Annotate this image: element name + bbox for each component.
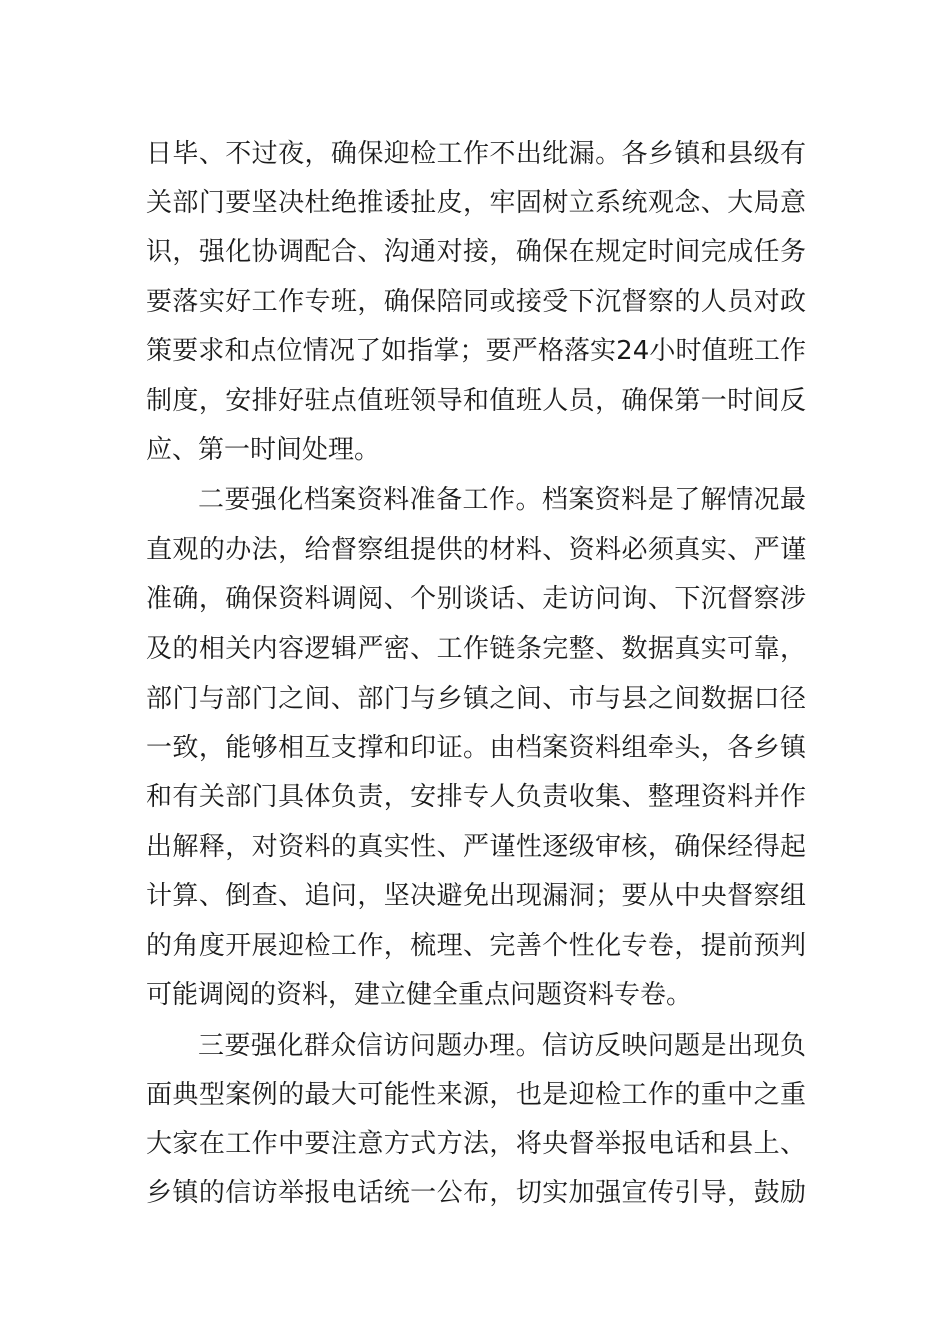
text-line: 直观的办法，给督察组提供的材料、资料必须真实、严谨 [146, 535, 806, 565]
text-line: 和有关部门具体负责，安排专人负责收集、整理资料并作 [146, 782, 806, 812]
text-line: 计算、倒查、追问，坚决避免出现漏洞；要从中央督察组 [146, 881, 806, 911]
text-line: 部门与部门之间、部门与乡镇之间、市与县之间数据口径 [146, 684, 806, 714]
text-line: 关部门要坚决杜绝推诿扯皮，牢固树立系统观念、大局意 [146, 188, 806, 218]
text-line: 策要求和点位情况了如指掌；要严格落实24小时值班工作 [146, 336, 806, 366]
text-line: 制度，安排好驻点值班领导和值班人员，确保第一时间反 [146, 386, 806, 416]
text-line: 应、第一时间处理。 [146, 435, 381, 465]
text-line: 大家在工作中要注意方式方法，将央督举报电话和县上、 [146, 1129, 806, 1159]
text-line: 要落实好工作专班，确保陪同或接受下沉督察的人员对政 [146, 287, 806, 317]
text-line: 识，强化协调配合、沟通对接，确保在规定时间完成任务 [146, 237, 806, 267]
text-line: 面典型案例的最大可能性来源，也是迎检工作的重中之重 [146, 1080, 806, 1110]
paragraph-first-line: 二要强化档案资料准备工作。档案资料是了解情况最 [198, 485, 806, 515]
text-line: 及的相关内容逻辑严密、工作链条完整、数据真实可靠， [146, 634, 806, 664]
text-line: 的角度开展迎检工作，梳理、完善个性化专卷，提前预判 [146, 931, 806, 961]
paragraph-first-line: 三要强化群众信访问题办理。信访反映问题是出现负 [198, 1031, 806, 1061]
text-line: 准确，确保资料调阅、个别谈话、走访问询、下沉督察涉 [146, 584, 806, 614]
text-line: 日毕、不过夜，确保迎检工作不出纰漏。各乡镇和县级有 [146, 139, 806, 169]
text-line: 一致，能够相互支撑和印证。由档案资料组牵头，各乡镇 [146, 733, 806, 763]
text-line: 乡镇的信访举报电话统一公布，切实加强宣传引导，鼓励 [146, 1178, 806, 1208]
text-line: 出解释，对资料的真实性、严谨性逐级审核，确保经得起 [146, 832, 806, 862]
text-line: 可能调阅的资料，建立健全重点问题资料专卷。 [146, 980, 693, 1010]
